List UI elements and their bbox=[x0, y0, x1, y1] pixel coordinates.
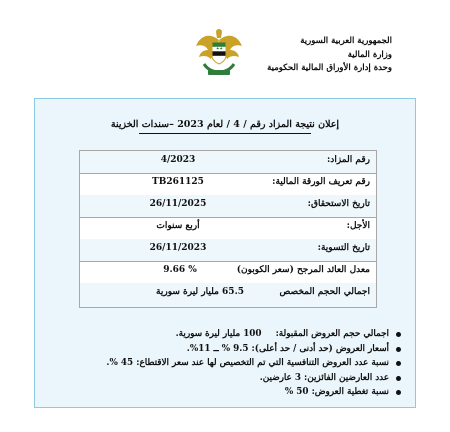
letterhead-line: وزارة المالية bbox=[347, 49, 392, 60]
row-label: اجمالي الحجم المخصص bbox=[279, 287, 370, 297]
list-item: عدد العارضين الفائزين: 3 عارضين. bbox=[49, 371, 401, 386]
row-value: 4/2023 bbox=[160, 155, 196, 165]
row-value: 26/11/2023 bbox=[149, 243, 207, 253]
list-item: نسبة عدد العروض التنافسية التي تم التخصيص لها عند سعر الاقتطاع: 45 %. bbox=[49, 356, 401, 371]
row-value: TB261125 bbox=[152, 177, 204, 187]
table-row bbox=[80, 239, 376, 262]
table-row bbox=[80, 151, 376, 174]
row-label: تاريخ الاستحقاق: bbox=[307, 199, 370, 209]
row-value: 9.66 % bbox=[163, 265, 197, 275]
document-header bbox=[0, 0, 450, 92]
table-row bbox=[80, 173, 376, 196]
announcement-panel bbox=[34, 98, 416, 408]
list-item bbox=[49, 327, 401, 342]
row-label: رقم تعريف الورقة المالية: bbox=[272, 177, 370, 187]
letterhead-line: الجمهورية العربية السورية bbox=[300, 36, 392, 46]
letterhead-line: وحدة إدارة الأوراق المالية الحكومية bbox=[267, 63, 392, 73]
row-label: تاريخ التسوية: bbox=[317, 243, 370, 253]
row-label: الأجل: bbox=[346, 221, 370, 231]
list-item: نسبة تغطية العروض: 50 % bbox=[49, 385, 401, 400]
row-value: 65.5 مليار ليرة سورية bbox=[156, 287, 244, 297]
auction-results-list bbox=[49, 327, 401, 400]
row-label: رقم المزاد: bbox=[326, 155, 370, 165]
list-item-label: اجمالي حجم العروض المقبولة: bbox=[275, 329, 389, 339]
row-value: أربع سنوات bbox=[156, 221, 200, 231]
title-underline bbox=[139, 133, 311, 134]
table-row bbox=[80, 195, 376, 218]
auction-details-table bbox=[79, 150, 377, 308]
table-row bbox=[80, 283, 376, 307]
list-item: أسعار العروض (حد أدنى / حد أعلى): 9.5 % ــ 11%. bbox=[49, 342, 401, 357]
announcement-title: إعلان نتيجة المزاد رقم / 4 / لعام 2023 –سندات الخزينة bbox=[110, 119, 340, 130]
table-row bbox=[80, 261, 376, 284]
table-row bbox=[80, 217, 376, 240]
row-value: 26/11/2025 bbox=[149, 199, 207, 209]
ministry-letterhead bbox=[222, 35, 392, 76]
row-label: معدل العائد المرجح (سعر الكوبون) bbox=[236, 265, 370, 275]
list-item-value: 100 مليار ليرة سورية. bbox=[175, 329, 262, 339]
